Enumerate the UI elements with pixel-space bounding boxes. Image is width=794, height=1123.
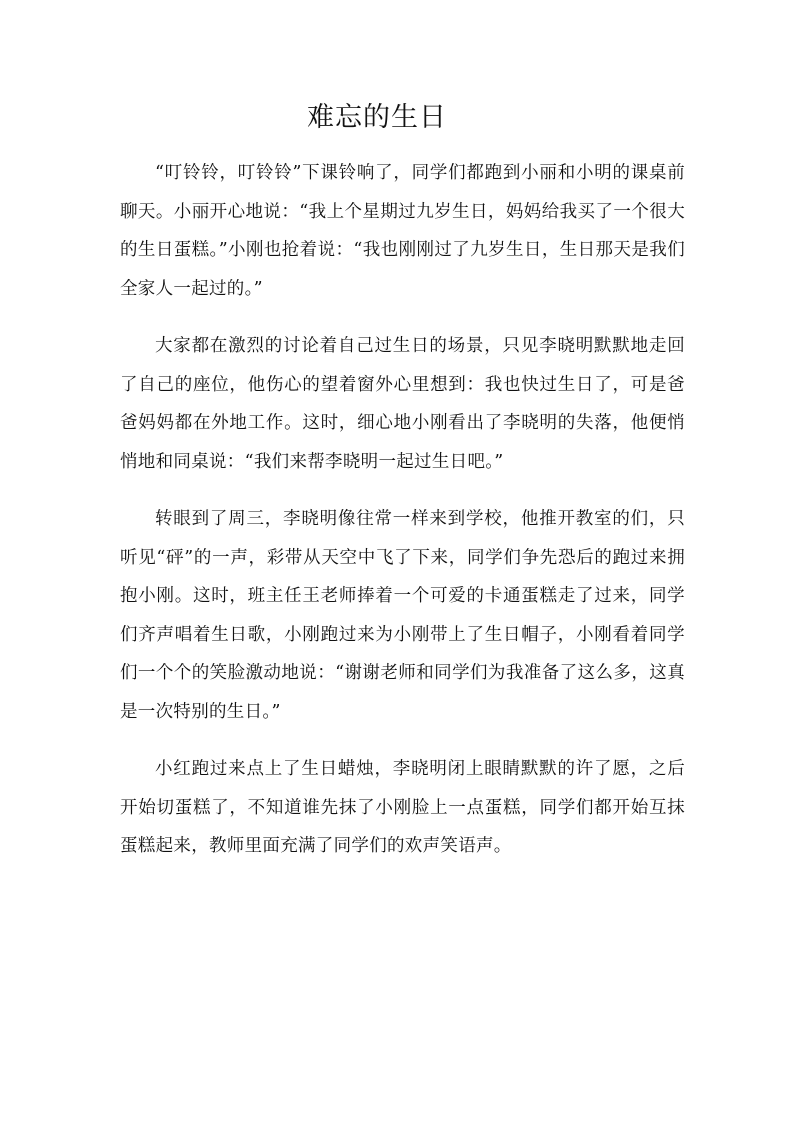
paragraph-2: 大家都在激烈的讨论着自己过生日的场景，只见李晓明默默地走回了自己的座位，他伤心的望着窗外心里想到：我也快过生日了，可是爸爸妈妈都在外地工作。这时，细心地小刚看出了李晓明的失落，他便悄悄地和同桌说：“我们来帮李晓明一起过生日吧。” — [120, 336, 685, 472]
paragraph-1: “叮铃铃，叮铃铃”下课铃响了，同学们都跑到小丽和小明的课桌前聊天。小丽开心地说：“我上个星期过九岁生日，妈妈给我买了一个很大的生日蛋糕。”小刚也抢着说：“我也刚刚过了九岁生日，生日那天是我们全家人一起过的。” — [120, 163, 685, 299]
document-title: 难忘的生日 — [307, 102, 447, 133]
paragraph-3: 转眼到了周三，李晓明像往常一样来到学校，他推开教室的们，只听见“砰”的一声，彩带从天空中飞了下来，同学们争先恐后的跑过来拥抱小刚。这时，班主任王老师捧着一个可爱的卡通蛋糕走了过来，同学们齐声唱着生日歌，小刚跑过来为小刚带上了生日帽子，小刚看着同学们一个个的笑脸激动地说：“谢谢老师和同学们为我准备了这么多，这真是一次特别的生日。” — [120, 509, 685, 722]
paragraph-4: 小红跑过来点上了生日蜡烛，李晓明闭上眼睛默默的许了愿，之后开始切蛋糕了，不知道谁先抹了小刚脸上一点蛋糕，同学们都开始互抹蛋糕起来，教师里面充满了同学们的欢声笑语声。 — [120, 759, 685, 856]
document-body — [120, 154, 685, 885]
